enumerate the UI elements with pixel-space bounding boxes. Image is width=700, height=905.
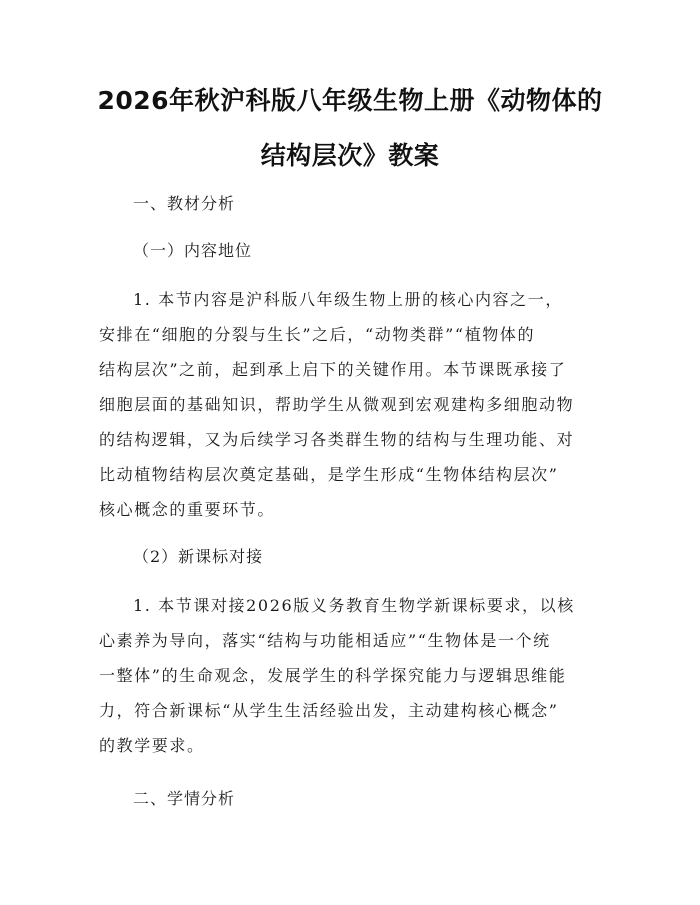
paragraph-line: 核心概念的重要环节。 bbox=[99, 500, 276, 519]
subsection-heading-curriculum-alignment: （2）新课标对接 bbox=[133, 547, 264, 566]
paragraph-line: 心素养为导向，落实“结构与功能相适应”“生物体是一个统 bbox=[99, 631, 551, 650]
paragraph-line: 细胞层面的基础知识，帮助学生从微观到宏观建构多细胞动物 bbox=[99, 395, 575, 414]
section-heading-textbook-analysis: 一、教材分析 bbox=[133, 194, 236, 213]
paragraph-line: 1. 本节内容是沪科版八年级生物上册的核心内容之一， bbox=[133, 290, 563, 309]
section-heading-learner-analysis: 二、学情分析 bbox=[133, 789, 236, 808]
paragraph-line: 安排在“细胞的分裂与生长”之后，“动物类群”“植物体的 bbox=[99, 325, 536, 344]
document-title-line-1: 2026年秋沪科版八年级生物上册《动物体的 bbox=[97, 86, 603, 115]
paragraph-line: 一整体”的生命观念，发展学生的科学探究能力与逻辑思维能 bbox=[99, 666, 567, 685]
paragraph-line: 结构层次”之前，起到承上启下的关键作用。本节课既承接了 bbox=[99, 360, 567, 379]
paragraph-line: 1. 本节课对接2026版义务教育生物学新课标要求，以核 bbox=[133, 596, 575, 615]
paragraph-line: 力，符合新课标“从学生生活经验出发，主动建构核心概念” bbox=[99, 701, 559, 720]
paragraph-line: 的结构逻辑，又为后续学习各类群生物的结构与生理功能、对 bbox=[99, 430, 575, 449]
subsection-heading-content-position: （一）内容地位 bbox=[133, 241, 253, 260]
paragraph-line: 的教学要求。 bbox=[99, 736, 205, 755]
paragraph-line: 比动植物结构层次奠定基础，是学生形成“生物体结构层次” bbox=[99, 465, 559, 484]
document-title-line-2: 结构层次》教案 bbox=[260, 141, 440, 170]
